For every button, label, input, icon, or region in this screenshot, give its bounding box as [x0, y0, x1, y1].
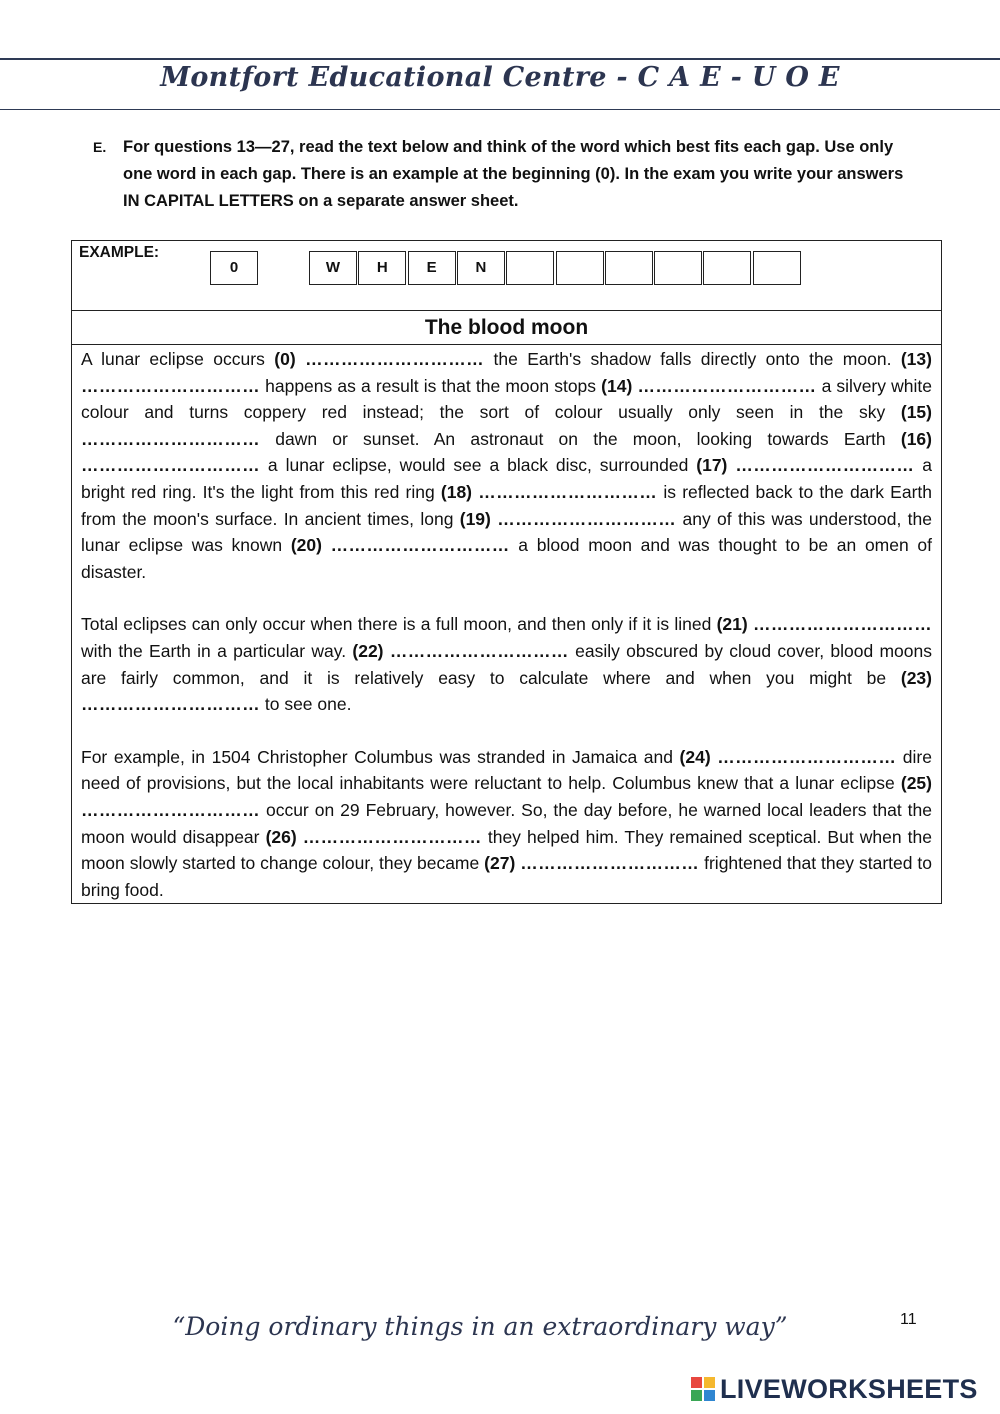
text-run: a silvery white colour and turns coppery red instead; the sort of colour usually only seen in the sky [81, 375, 932, 423]
text-run: is reflected back to the dark Earth from the moon's surface. In ancient times, long [81, 481, 932, 529]
logo-square [704, 1377, 715, 1388]
gap-22-blank[interactable]: ………………………… [389, 640, 569, 661]
gap-24-number: (24) [679, 746, 711, 767]
text-run: For example, in 1504 Christopher Columbus was stranded in Jamaica and [81, 746, 680, 767]
example-answer-cell [605, 251, 653, 285]
page-header-title: Montfort Educational Centre - C A E - U O E [160, 62, 840, 93]
gap-20-blank[interactable]: ………………………… [330, 535, 510, 556]
text-run: the Earth's shadow falls directly onto the moon. [484, 349, 901, 369]
gap-26-number: (26) [265, 826, 297, 847]
gap-20-number: (20) [290, 535, 322, 556]
gap-25-number: (25) [900, 773, 932, 794]
gap-15-blank[interactable]: ………………………… [81, 428, 260, 449]
text-run: occur on 29 February, however. So, the day before, he warned local leaders that the moon would disappear [81, 799, 932, 847]
gap-16-number: (16) [900, 428, 932, 449]
text-box [71, 310, 942, 904]
gap-21-blank[interactable]: ………………………… [752, 614, 932, 635]
text-run: dawn or sunset. An astronaut on the moon, looking towards Earth [260, 428, 901, 449]
example-answer-cell [753, 251, 801, 285]
example-number-cell: 0 [210, 251, 258, 285]
gap-25-blank[interactable]: ………………………… [81, 799, 260, 820]
text-run: a lunar eclipse, would see a black disc, surrounded [260, 455, 697, 476]
gap-13-blank[interactable]: ………………………… [81, 375, 260, 396]
header-rule-top [0, 58, 1000, 60]
gap-0-blank[interactable]: ………………………… [305, 349, 485, 369]
text-run: dire need of provisions, but the local inhabitants were reluctant to help. Columbus knew that a lunar eclipse [81, 746, 932, 794]
instructions-letter: E. [93, 139, 107, 155]
gap-24-blank[interactable]: ………………………… [717, 746, 897, 767]
example-answer-cell [654, 251, 702, 285]
gap-18-blank[interactable]: ………………………… [478, 481, 658, 502]
text-run: Total eclipses can only occur when there is a full moon, and then only if it is lined [81, 614, 717, 635]
header-rule-bottom [0, 109, 1000, 110]
liveworksheets-logo [691, 1372, 978, 1406]
gap-23-number: (23) [900, 667, 932, 688]
logo-square [691, 1390, 702, 1401]
liveworksheets-wordmark: LIVEWORKSHEETS [720, 1373, 978, 1404]
gap-13-number: (13) [900, 349, 932, 369]
gap-26-blank[interactable]: ………………………… [302, 826, 482, 847]
paragraph-3 [72, 744, 941, 904]
gap-19-blank[interactable]: ………………………… [497, 508, 677, 529]
example-answer-cell [703, 251, 751, 285]
gap-27-blank[interactable]: ………………………… [520, 853, 700, 874]
text-run: a bright red ring. It's the light from this red ring [81, 455, 932, 502]
example-box [71, 240, 942, 311]
text-run: they helped him. They remained sceptical. But when the moon slowly started to change colour, they became [81, 826, 933, 874]
gap-17-number: (17) [696, 455, 728, 476]
text-run: with the Earth in a particular way. [81, 640, 353, 661]
gap-14-number: (14) [601, 375, 633, 396]
text-run: A lunar eclipse occurs [81, 349, 275, 369]
gap-0-number: (0) [274, 349, 296, 369]
gap-17-blank[interactable]: ………………………… [735, 455, 915, 476]
text-run: any of this was understood, the lunar eclipse was known [81, 508, 933, 556]
text-run: to see one. [260, 694, 352, 715]
gap-23-blank[interactable]: ………………………… [81, 694, 260, 715]
text-run: frightened that they started to bring food. [81, 853, 932, 900]
gap-21-number: (21) [716, 614, 748, 635]
footer-motto: “Doing ordinary things in an extraordinary way” [172, 1312, 788, 1341]
gap-22-number: (22) [352, 640, 384, 661]
page-number: 11 [900, 1311, 917, 1328]
gap-14-blank[interactable]: ………………………… [637, 375, 817, 396]
example-answer-cell: N [457, 251, 505, 285]
text-run: happens as a result is that the moon stops [260, 375, 602, 396]
gap-15-number: (15) [900, 402, 932, 423]
gap-16-blank[interactable]: ………………………… [81, 455, 260, 476]
text-title: The blood moon [72, 311, 941, 345]
example-answer-cell: W [309, 251, 357, 285]
instructions [93, 134, 923, 215]
gap-18-number: (18) [440, 481, 473, 502]
example-answer-cell [506, 251, 554, 285]
logo-square [691, 1377, 702, 1388]
instructions-text: For questions 13—27, read the text below and think of the word which best fits each gap. Use only one word in each gap. There is an example at the beginning (0). In the exam you write your answers IN CAPITAL LETTERS on a separate answer sheet. [123, 138, 904, 210]
example-label: EXAMPLE: [79, 244, 160, 261]
example-answer-cell [556, 251, 604, 285]
paragraph-1 [72, 346, 941, 585]
liveworksheets-icon [691, 1377, 715, 1401]
text-run: a blood moon and was thought to be an omen of disaster. [81, 535, 932, 582]
gap-27-number: (27) [484, 853, 516, 874]
logo-square [704, 1390, 715, 1401]
text-run: easily obscured by cloud cover, blood moons are fairly common, and it is relatively easy to calculate where and when you might be [81, 640, 933, 688]
example-answer-cell: H [358, 251, 406, 285]
paragraph-2 [72, 611, 941, 717]
example-answer-cell: E [408, 251, 456, 285]
gap-19-number: (19) [459, 508, 491, 529]
